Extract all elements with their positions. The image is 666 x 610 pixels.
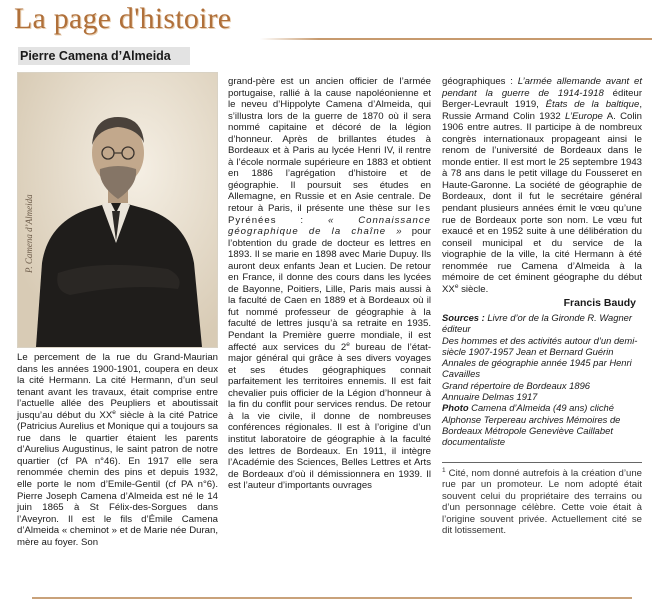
source-entry [442, 357, 642, 380]
text-run: géographiques : [442, 76, 518, 87]
text-column-3 [442, 76, 642, 537]
source-text: Photo [442, 402, 472, 414]
source-entry [442, 380, 642, 391]
text-run: e [112, 408, 116, 416]
source-text: Camena d’Almeida (49 ans) cliché Alphonse Terpereau archives Mémoires de Bordeaux Métropole Geneviève Caillabet documentaliste [442, 402, 621, 448]
text-run: L’armée allemande avant et pendant la guerre de 1914-1918 [442, 76, 642, 99]
source-entry [442, 391, 642, 402]
text-run: siècle à la cité Patrice (Patricius Aurelius et Monique qui a toujours sa rue dans le quartier étaient les parents d’Aurelius Augustinus, le saint patron de notre quartier (cf PA n°46). En 1917 elle sera renommée chemin des pins et depuis 1932, elle porte le nom d’Emile-Gentil (cf PA n°6). Pierre Joseph Camena d’Almeida est né le 14 juin 1865 à St Félix-des-Sorgues dans l’Aveyron. Il est le fils d’Émile Camena d’Almeida « cheminot » et de Marie née Duran, mère au foyer. Son [17, 409, 218, 548]
column-1-body [17, 352, 218, 548]
text-run: Cité, nom donné autrefois à la création d’une rue par un promoteur. Le nom adopté était souvent celui du propriétaire des terrains ou d’un personnage célèbre. Cette voie était à l’origine souvent privée. Actuellement cité se dit lotissement. [442, 467, 642, 537]
text-run: siècle. [458, 283, 489, 295]
text-run: 1 [442, 466, 446, 474]
text-run: L’Europe [565, 110, 603, 122]
sources-block [442, 312, 642, 448]
text-run: A. Colin 1906 entre autres. Il participe à de nombreux congrès internationaux propageant ainsi le renom de l’université de Bordeaux dans le monde entier. Il est mort le 25 septembre 1943 à 78 ans dans le petit village du Fousseret en Haute-Garonne. La société de géographie de Bordeaux, dont il fut le secrétaire général pendant plusieurs années émit le vœu qu’une rue de Bordeaux porte son nom. Le vœu fut exaucé et en 1952 suite à une délibération du conseil municipal et du service de la viographie de la ville, la cité Hermann à été renommée rue Camena d’Almeida à la mémoire de cet éminent géographe du début XX [442, 110, 642, 295]
column-3-body [442, 76, 642, 295]
photo-inscription: P. Camena d’Almeida [24, 194, 34, 273]
masthead-divider [260, 38, 652, 40]
page-title: La page d'histoire [14, 2, 232, 35]
source-text: Sources : [442, 311, 488, 323]
text-run: les Pyrénées : [228, 203, 431, 226]
portrait-photo [17, 72, 218, 348]
text-run: , Russie Armand Colin 1932 [442, 99, 642, 122]
text-column-2 [228, 76, 431, 492]
source-entry [442, 312, 642, 335]
source-text: Annuaire Delmas 1917 [442, 391, 538, 403]
footnote [442, 468, 642, 537]
footnote-divider [442, 462, 642, 463]
source-text: Livre d’or de la Gironde R. Wagner éditeur [442, 311, 633, 335]
footer-divider [32, 597, 632, 599]
text-run: pour l’obtention du grade de docteur es lettres en 1893. Il se marie en 1898 avec Marie Dupuy. Ils auront deux enfants Jean et Lucien. De retour en France, il donne des cours dans les lycées de Bayonne, Poitiers, Lille, Paris mais aussi à la faculté de Caen en 1889 et à Bordeaux où il fut nommé professeur de géographie à la faculté de lettres jusqu’à sa retraite en 1935. Pendant la Première guerre mondiale, il est affecté aux services du 2 [228, 226, 431, 353]
text-column-1 [17, 352, 218, 548]
text-run: Le percement de la rue du Grand-Maurian dans les années 1900-1901, coupera en deux la cité Hermann. La cité Hermann, d’un seul tenant avant les travaux, était comprise entre l’actuelle allée des Peupliers et aboutissait jusqu’au début du XX [17, 352, 218, 421]
text-run: « Connaissance géographique de la chaîne » [228, 214, 431, 238]
source-entry [442, 402, 642, 447]
article-title: Pierre Camena d’Almeida [18, 47, 190, 65]
text-run: éditeur Berger-Levrault 1919, [442, 87, 643, 111]
text-run: grand-père est un ancien officier de l’armée portugaise, rallié à la cause napoléonienne et le neveu d’Hippolyte Camena d’Almeida, qui s’illustra lors de la guerre de 1870 où il sera nommé capitaine et décoré de la légion d’honneur. Après de brillantes études à Bordeaux et à Paris au lycée Henri IV, il rentre à l’école normale supérieure en 1883 et obtient en 1886 l’agrégation d’histoire et de géographie. Il poursuit ses études en Allemagne, en Russie et en Asie centrale. De retour à Paris, il présente une thèse sur [228, 76, 431, 215]
column-2-body [228, 76, 431, 492]
portrait-illustration [18, 73, 217, 347]
author-signature: Francis Baudy [563, 297, 636, 310]
source-entry [442, 335, 642, 358]
source-text: Annales de géographie année 1945 par Henri Cavailles [442, 357, 632, 380]
source-text: Grand répertoire de Bordeaux 1896 [442, 379, 591, 391]
text-run: États de la baltique [545, 99, 640, 111]
text-run: e [454, 282, 459, 290]
masthead [0, 0, 666, 44]
source-text: Des hommes et des activités autour d’un demi-siècle 1907-1957 Jean et Bernard Guérin [442, 334, 638, 357]
text-run: e [346, 340, 350, 348]
text-run: bureau de l’état-major général qui grâce à ses divers voyages et ses études géographiques connait parfaitement les territoires ennemis. Il est fait chevalier puis officier de la Légion d’honneur à la fin du conflit pour services rendus. De retour à la vie civile, il donne de nombreuses conférences régionales. Il est à l’origine d’un institut laboratoire de géographie à la faculté des lettres de Bordeaux. En 1911, il intègre l’Académie des Sciences, Belles Lettres et Arts de Bordeaux d’où il démissionnera en 1939. Il est l’auteur d’importants ouvrages [228, 341, 432, 492]
